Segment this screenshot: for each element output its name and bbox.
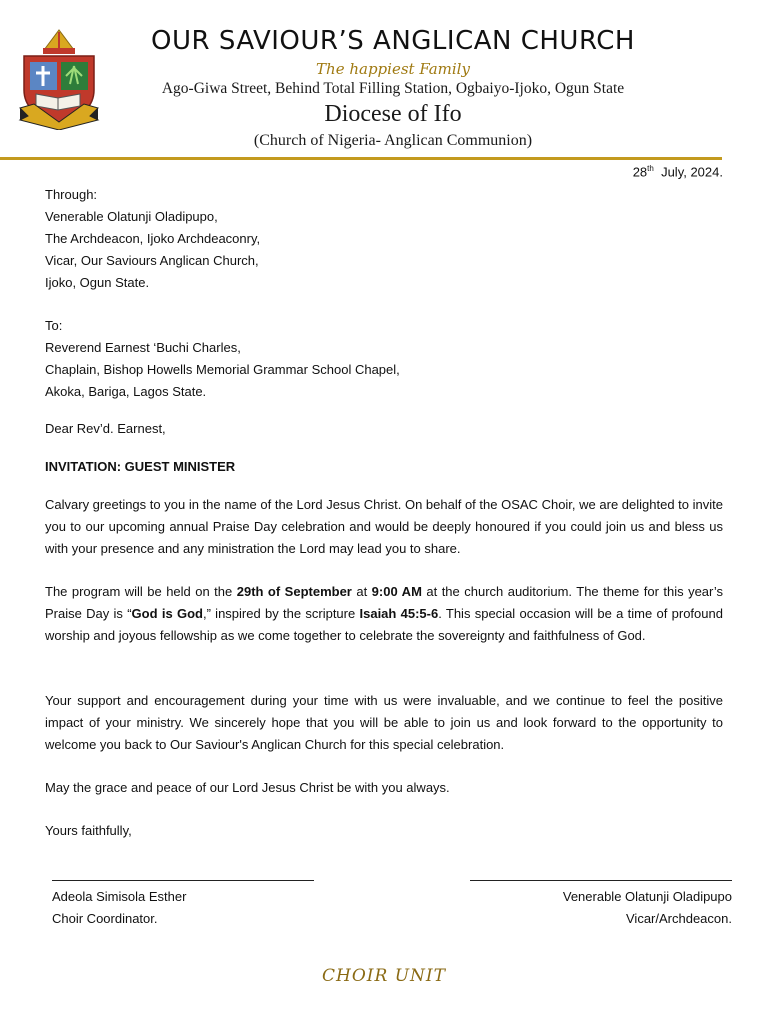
event-theme: God is God (131, 606, 203, 621)
event-date: 29th of September (236, 584, 352, 599)
p2-text: at (351, 584, 372, 599)
signature-line-right (470, 880, 732, 881)
closing: Yours faithfully, (45, 823, 132, 838)
event-scripture: Isaiah 45:5-6 (359, 606, 439, 621)
paragraph-3: Your support and encouragement during your time with us were invaluable, and we continue to feel the positive impact of your ministry. We sincerely hope that you will be able to join us and look forward to the opportunity to welcome you back to Our Saviour's Anglican Church for this special celebration. (45, 693, 723, 752)
communion-line: (Church of Nigeria- Anglican Communion) (253, 132, 533, 149)
header-divider (0, 157, 722, 160)
through-line: Venerable Olatunji Oladipupo, (45, 209, 218, 224)
church-tagline: The happiest Family (316, 60, 470, 78)
church-name: OUR SAVIOUR’S ANGLICAN CHURCH (151, 26, 635, 56)
through-line: Vicar, Our Saviours Anglican Church, (45, 253, 259, 268)
letter-date (633, 164, 723, 179)
p2-text: at the church auditorium. The theme for this year’s Praise Day is “ (45, 584, 724, 621)
p2-text: . This special occasion will be a time of profound worship and joyous fellowship as we come together to celebrate the sovereignty and faithfulness of God. (45, 606, 723, 643)
date-rest: July, 2024. (661, 164, 723, 180)
church-crest-logo (18, 24, 100, 130)
paragraph-4: May the grace and peace of our Lord Jesus Christ be with you always. (45, 780, 450, 795)
p2-text: ,” inspired by the scripture (202, 606, 360, 621)
event-time: 9:00 AM (371, 584, 422, 599)
footer-unit: CHOIR UNIT (322, 966, 446, 986)
to-label: To: (45, 318, 63, 333)
through-block (45, 184, 260, 294)
paragraph-1: Calvary greetings to you in the name of the Lord Jesus Christ. On behalf of the OSAC Choir, we are delighted to invite you to our upcoming annual Praise Day celebration and would be deeply honoured if you could join us and bless us with your presence and any ministration the Lord may lead you to share. (45, 497, 723, 556)
signatory-right-name: Venerable Olatunji Oladipupo (562, 889, 732, 904)
salutation: Dear Rev’d. Earnest, (45, 421, 166, 436)
signature-line-left (52, 880, 314, 881)
recipient-block (45, 315, 400, 403)
diocese-name: Diocese of Ifo (324, 101, 462, 127)
subject-line: INVITATION: GUEST MINISTER (45, 459, 236, 474)
church-address: Ago-Giwa Street, Behind Total Filling Station, Ogbaiyo-Ijoko, Ogun State (161, 80, 625, 97)
signatory-left (52, 886, 186, 930)
through-line: The Archdeacon, Ijoko Archdeaconry, (45, 231, 261, 246)
signatory-left-name: Adeola Simisola Esther (52, 889, 187, 904)
paragraph-2 (45, 581, 723, 647)
through-line: Ijoko, Ogun State. (45, 275, 150, 290)
recipient-line: Chaplain, Bishop Howells Memorial Grammar School Chapel, (45, 362, 400, 377)
recipient-line: Reverend Earnest ‘Buchi Charles, (45, 340, 241, 355)
signatory-left-title: Choir Coordinator. (52, 911, 158, 926)
signatory-right (563, 886, 732, 930)
recipient-line: Akoka, Bariga, Lagos State. (45, 384, 207, 399)
p2-text: The program will be held on the (45, 584, 237, 599)
date-suffix: th (647, 164, 654, 173)
date-day: 28 (632, 164, 648, 180)
signatory-right-title: Vicar/Archdeacon. (626, 911, 732, 926)
through-label: Through: (45, 187, 98, 202)
